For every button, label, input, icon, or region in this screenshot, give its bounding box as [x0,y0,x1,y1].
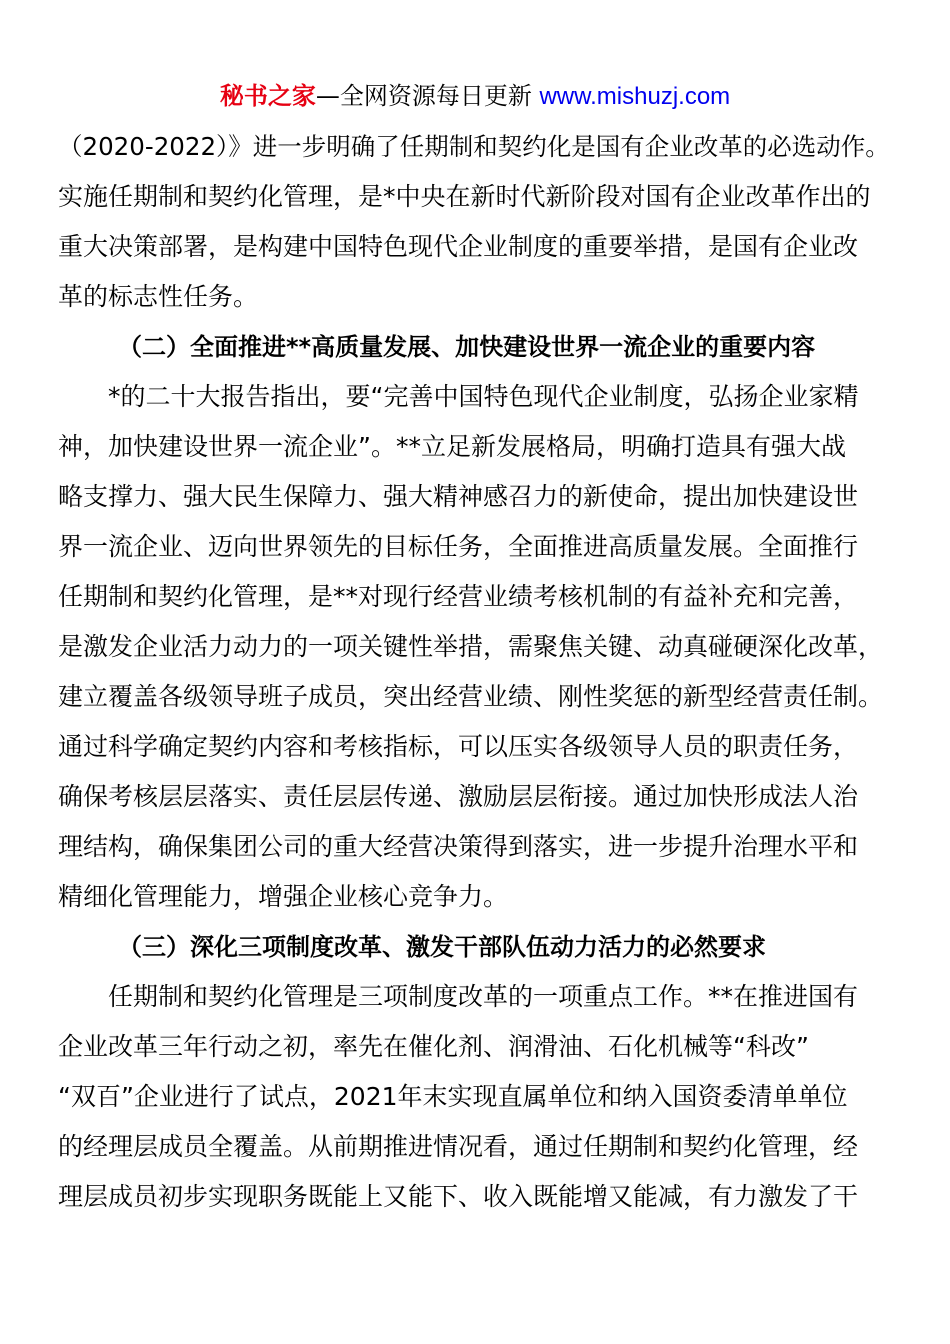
text-line: 神，加快建设世界一流企业”。**立足新发展格局，明确打造具有强大战 [58,432,846,461]
text-line: 革的标志性任务。 [58,282,259,311]
text-line: 精细化管理能力，增强企业核心竞争力。 [58,882,509,911]
text-line: 确保考核层层落实、责任层层传递、激励层层衔接。通过加快形成法人治 [58,782,859,811]
text-line: 界一流企业、迈向世界领先的目标任务，全面推进高质量发展。全面推行 [58,532,859,561]
text-line: 理层成员初步实现职务既能上又能下、收入既能增又能减，有力激发了干 [58,1182,859,1211]
text-line: 建立覆盖各级领导班子成员，突出经营业绩、刚性奖惩的新型经营责任制。 [58,682,884,711]
text-line: 是激发企业活力动力的一项关键性举措，需聚焦关键、动真碰硬深化改革， [58,632,884,661]
document-body [58,122,898,1222]
text-line: 通过科学确定契约内容和考核指标，可以压实各级领导人员的职责任务， [58,732,859,761]
text-line: 企业改革三年行动之初，率先在催化剂、润滑油、石化机械等“科改” [58,1032,809,1061]
text-line: *的二十大报告指出，要“完善中国特色现代企业制度，弘扬企业家精 [108,382,859,411]
section-heading: （二）全面推进**高质量发展、加快建设世界一流企业的重要内容 [118,333,816,361]
text-line: 重大决策部署，是构建中国特色现代企业制度的重要举措，是国有企业改 [58,232,859,261]
text-line: 理结构，确保集团公司的重大经营决策得到落实，进一步提升治理水平和 [58,832,859,861]
text-line: “双百”企业进行了试点，2021年末实现直属单位和纳入国资委清单单位 [58,1082,848,1111]
section-heading: （三）深化三项制度改革、激发干部队伍动力活力的必然要求 [118,933,766,961]
text-line: 任期制和契约化管理，是**对现行经营业绩考核机制的有益补充和完善， [58,582,859,611]
text-line: 实施任期制和契约化管理，是*中央在新时代新阶段对国有企业改革作出的 [58,182,871,211]
text-line: 略支撑力、强大民生保障力、强大精神感召力的新使命，提出加快建设世 [58,482,859,511]
text-line: （2020-2022）》进一步明确了任期制和契约化是国有企业改革的必选动作。 [58,132,890,161]
watermark-header [0,80,950,113]
text-line: 的经理层成员全覆盖。从前期推进情况看，通过任期制和契约化管理，经 [58,1132,859,1161]
brand-name: 秘书之家 [219,82,316,110]
site-url-link[interactable]: www.mishuzj.com [539,83,731,110]
header-tagline: —全网资源每日更新 [315,82,540,110]
text-line: 任期制和契约化管理是三项制度改革的一项重点工作。**在推进国有 [108,982,859,1011]
